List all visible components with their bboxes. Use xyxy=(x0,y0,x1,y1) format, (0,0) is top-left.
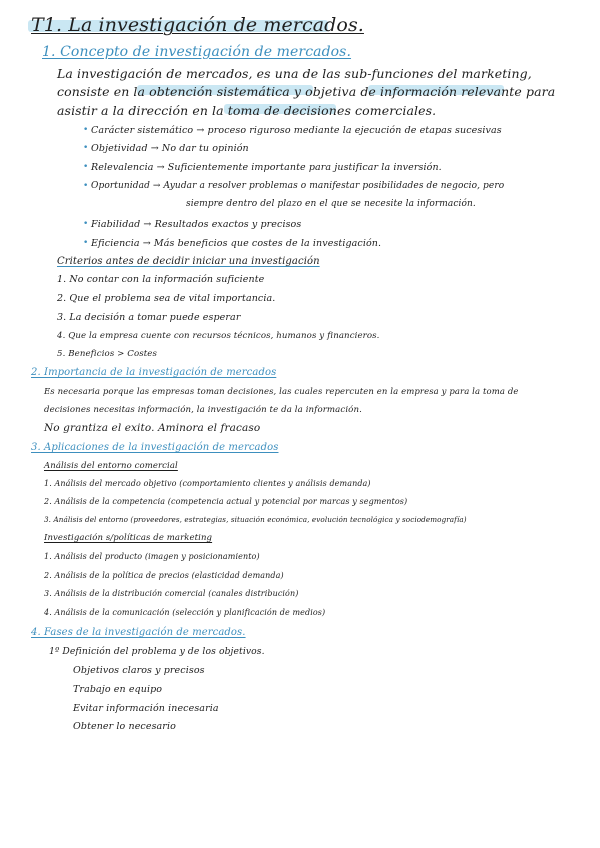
s3-list1-item-1: 1. Análisis del mercado objetivo (comportamiento clientes y análisis demanda) xyxy=(44,479,371,488)
s3-list2-item-2: 2. Análisis de la política de precios (elasticidad demanda) xyxy=(44,571,284,580)
section-1-heading: 1. Concepto de investigación de mercados. xyxy=(42,44,352,60)
bullet-icon: • xyxy=(83,125,89,135)
bullet-icon: • xyxy=(83,238,89,248)
bullet-icon: • xyxy=(83,181,89,191)
s1-bullet-4: Oportunidad → Ayudar a resolver problemas o manifestar posibilidades de negocio, pero xyxy=(91,181,505,191)
s2-paragraph-line-3: No grantiza el exito. Aminora el fracaso xyxy=(44,422,261,434)
s3-subheading-entorno: Análisis del entorno comercial xyxy=(44,461,178,471)
s3-subheading-politicas: Investigación s/políticas de marketing xyxy=(44,533,213,543)
s3-list1-item-3: 3. Análisis del entorno (proveedores, estrategias, situación económica, evolución tecnológica y sociodemografía) xyxy=(44,515,467,524)
bullet-icon: • xyxy=(83,219,89,229)
section-3-heading: 3. Aplicaciones de la investigación de mercados xyxy=(31,442,279,453)
bullet-icon: • xyxy=(83,143,89,153)
s3-list2-item-4: 4. Análisis de la comunicación (selección y planificación de medios) xyxy=(44,608,326,617)
s1-bullet-5: Fiabilidad → Resultados exactos y precisos xyxy=(91,219,302,230)
s3-list1-item-2: 2. Análisis de la competencia (competencia actual y potencial por marcas y segmentos) xyxy=(44,497,408,506)
s1-paragraph-line-2: consiste en la obtención sistemática y objetiva de información relevante para xyxy=(57,84,556,99)
s2-paragraph-line-1: Es necesaria porque las empresas toman decisiones, las cuales repercuten en la empresa y para la toma de xyxy=(44,387,519,397)
section-2-heading: 2. Importancia de la investigación de mercados xyxy=(31,367,277,378)
section-4-heading: 4. Fases de la investigación de mercados. xyxy=(31,627,246,638)
s1-bullet-6: Eficiencia → Más beneficios que costes de la investigación. xyxy=(91,238,382,249)
s3-list2-item-3: 3. Análisis de la distribución comercial (canales distribución) xyxy=(44,589,299,598)
s4-item-1: Objetivos claros y precisos xyxy=(73,665,205,676)
s4-step-1: 1º Definición del problema y de los objetivos. xyxy=(49,646,265,657)
s4-item-3: Evitar información inecesaria xyxy=(73,703,219,714)
s1-bullet-3: Relevalencia → Suficientemente importante para justificar la inversión. xyxy=(91,162,442,173)
s1-bullet-4-continued: siempre dentro del plazo en el que se necesite la información. xyxy=(186,199,476,209)
s1-paragraph-line-1: La investigación de mercados, es una de las sub-funciones del marketing, xyxy=(57,66,532,81)
s4-item-2: Trabajo en equipo xyxy=(73,684,163,695)
s4-item-4: Obtener lo necesario xyxy=(73,721,176,732)
criteria-heading: Criterios antes de decidir iniciar una investigación xyxy=(57,256,320,267)
s1-bullet-2: Objetividad → No dar tu opinión xyxy=(91,143,249,154)
criteria-item-2: 2. Que el problema sea de vital importancia. xyxy=(57,293,276,304)
s3-list2-item-1: 1. Análisis del producto (imagen y posicionamiento) xyxy=(44,552,260,561)
bullet-icon: • xyxy=(83,162,89,172)
criteria-item-4: 4. Que la empresa cuente con recursos técnicos, humanos y financieros. xyxy=(57,331,380,341)
criteria-item-1: 1. No contar con la información suficiente xyxy=(57,274,265,285)
criteria-item-5: 5. Beneficios > Costes xyxy=(57,349,157,359)
page-title: T1. La investigación de mercados. xyxy=(31,14,364,36)
criteria-item-3: 3. La decisión a tomar puede esperar xyxy=(57,312,241,323)
s1-paragraph-line-3: asistir a la dirección en la toma de decisiones comerciales. xyxy=(57,103,437,118)
s1-bullet-1: Carácter sistemático → proceso riguroso mediante la ejecución de etapas sucesivas xyxy=(91,125,502,136)
s2-paragraph-line-2: decisiones necesitas información, la investigación te da la información. xyxy=(44,405,362,415)
